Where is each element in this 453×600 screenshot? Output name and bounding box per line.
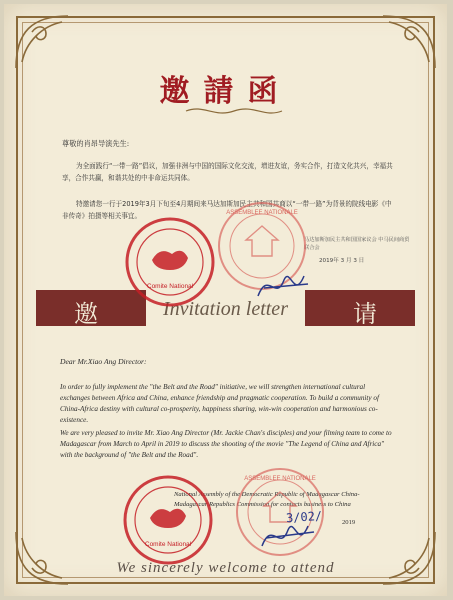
title-banner: [36, 290, 415, 326]
round-seal-icon: [124, 216, 216, 308]
title-chinese: 邀請函: [159, 74, 292, 109]
banner-char-right: 请: [353, 300, 377, 328]
paragraph-english-1: In order to fully implement the "the Belt and the Road" initiative, we will strengthen international cultural exchanges between Africa and China, enhance friendship and pragmatic cooperation. To build a community of China-Africa destiny with cultural co-prosperity, happiness sharing, win-win cooperation and harmonious co-existence.: [60, 383, 380, 424]
salutation-english: Dear Mr.Xiao Ang Director:: [60, 357, 147, 366]
footer-text: We sincerely welcome to attend: [116, 560, 335, 576]
svg-text:ASSEMBLEE NATIONALE: ASSEMBLEE NATIONALE: [244, 476, 316, 482]
issuer-chinese: 马达加斯加民主共和国国家议会 中马民间商贸联合会: [304, 237, 410, 251]
corner-ornament-icon: [379, 528, 439, 588]
banner-title-english: Invitation letter: [163, 298, 288, 320]
round-seal-icon: [122, 474, 214, 566]
salutation-chinese: 尊敬的肖昂导演先生:: [62, 139, 130, 148]
paragraph-chinese-1: 为全面践行“一带一路”倡议，加强非洲与中国的国际文化交流，增进友谊，务实合作，打造文化共兴，幸福共享，合作共赢，和谐共处的中非命运共同体。: [62, 162, 393, 182]
handwritten-date: 3/02/: [285, 508, 323, 526]
svg-text:ASSEMBLEE NATIONALE: ASSEMBLEE NATIONALE: [226, 210, 298, 216]
corner-ornament-icon: [12, 12, 72, 72]
paragraph-english-2: We are very pleased to invite Mr. Xiao Ang Director (Mr. Jackie Chan's disciples) and your filming team to come to Madagascar from March to April in 2019 to discuss the shooting of the movie "The Legend of China and Africa" with the background of "the Belt and the Road".: [60, 429, 392, 459]
svg-text:Comite National: Comite National: [146, 283, 194, 290]
signature-icon: [254, 266, 314, 306]
issuer-english: National Assembly of the Democratic Republic of Madagascar China-Madagascar Republics Commission for contacts business to China: [174, 491, 360, 508]
date-chinese: 2019年 3 月 3 日: [319, 258, 365, 264]
certificate-page: [4, 4, 447, 596]
banner-char-left: 邀: [74, 300, 98, 328]
corner-ornament-icon: [12, 528, 72, 588]
paragraph-chinese-2: 特邀请您一行于2019年3月下旬至4月期间来马达加斯加民主共和国共商以“一带一路”为背景的院线电影《中非传奇》拍摄等相关事宜。: [62, 200, 392, 220]
title-flourish-icon: [184, 104, 284, 118]
svg-text:Comite National: Comite National: [144, 541, 192, 548]
date-english: 2019: [342, 519, 356, 526]
corner-ornament-icon: [379, 12, 439, 72]
